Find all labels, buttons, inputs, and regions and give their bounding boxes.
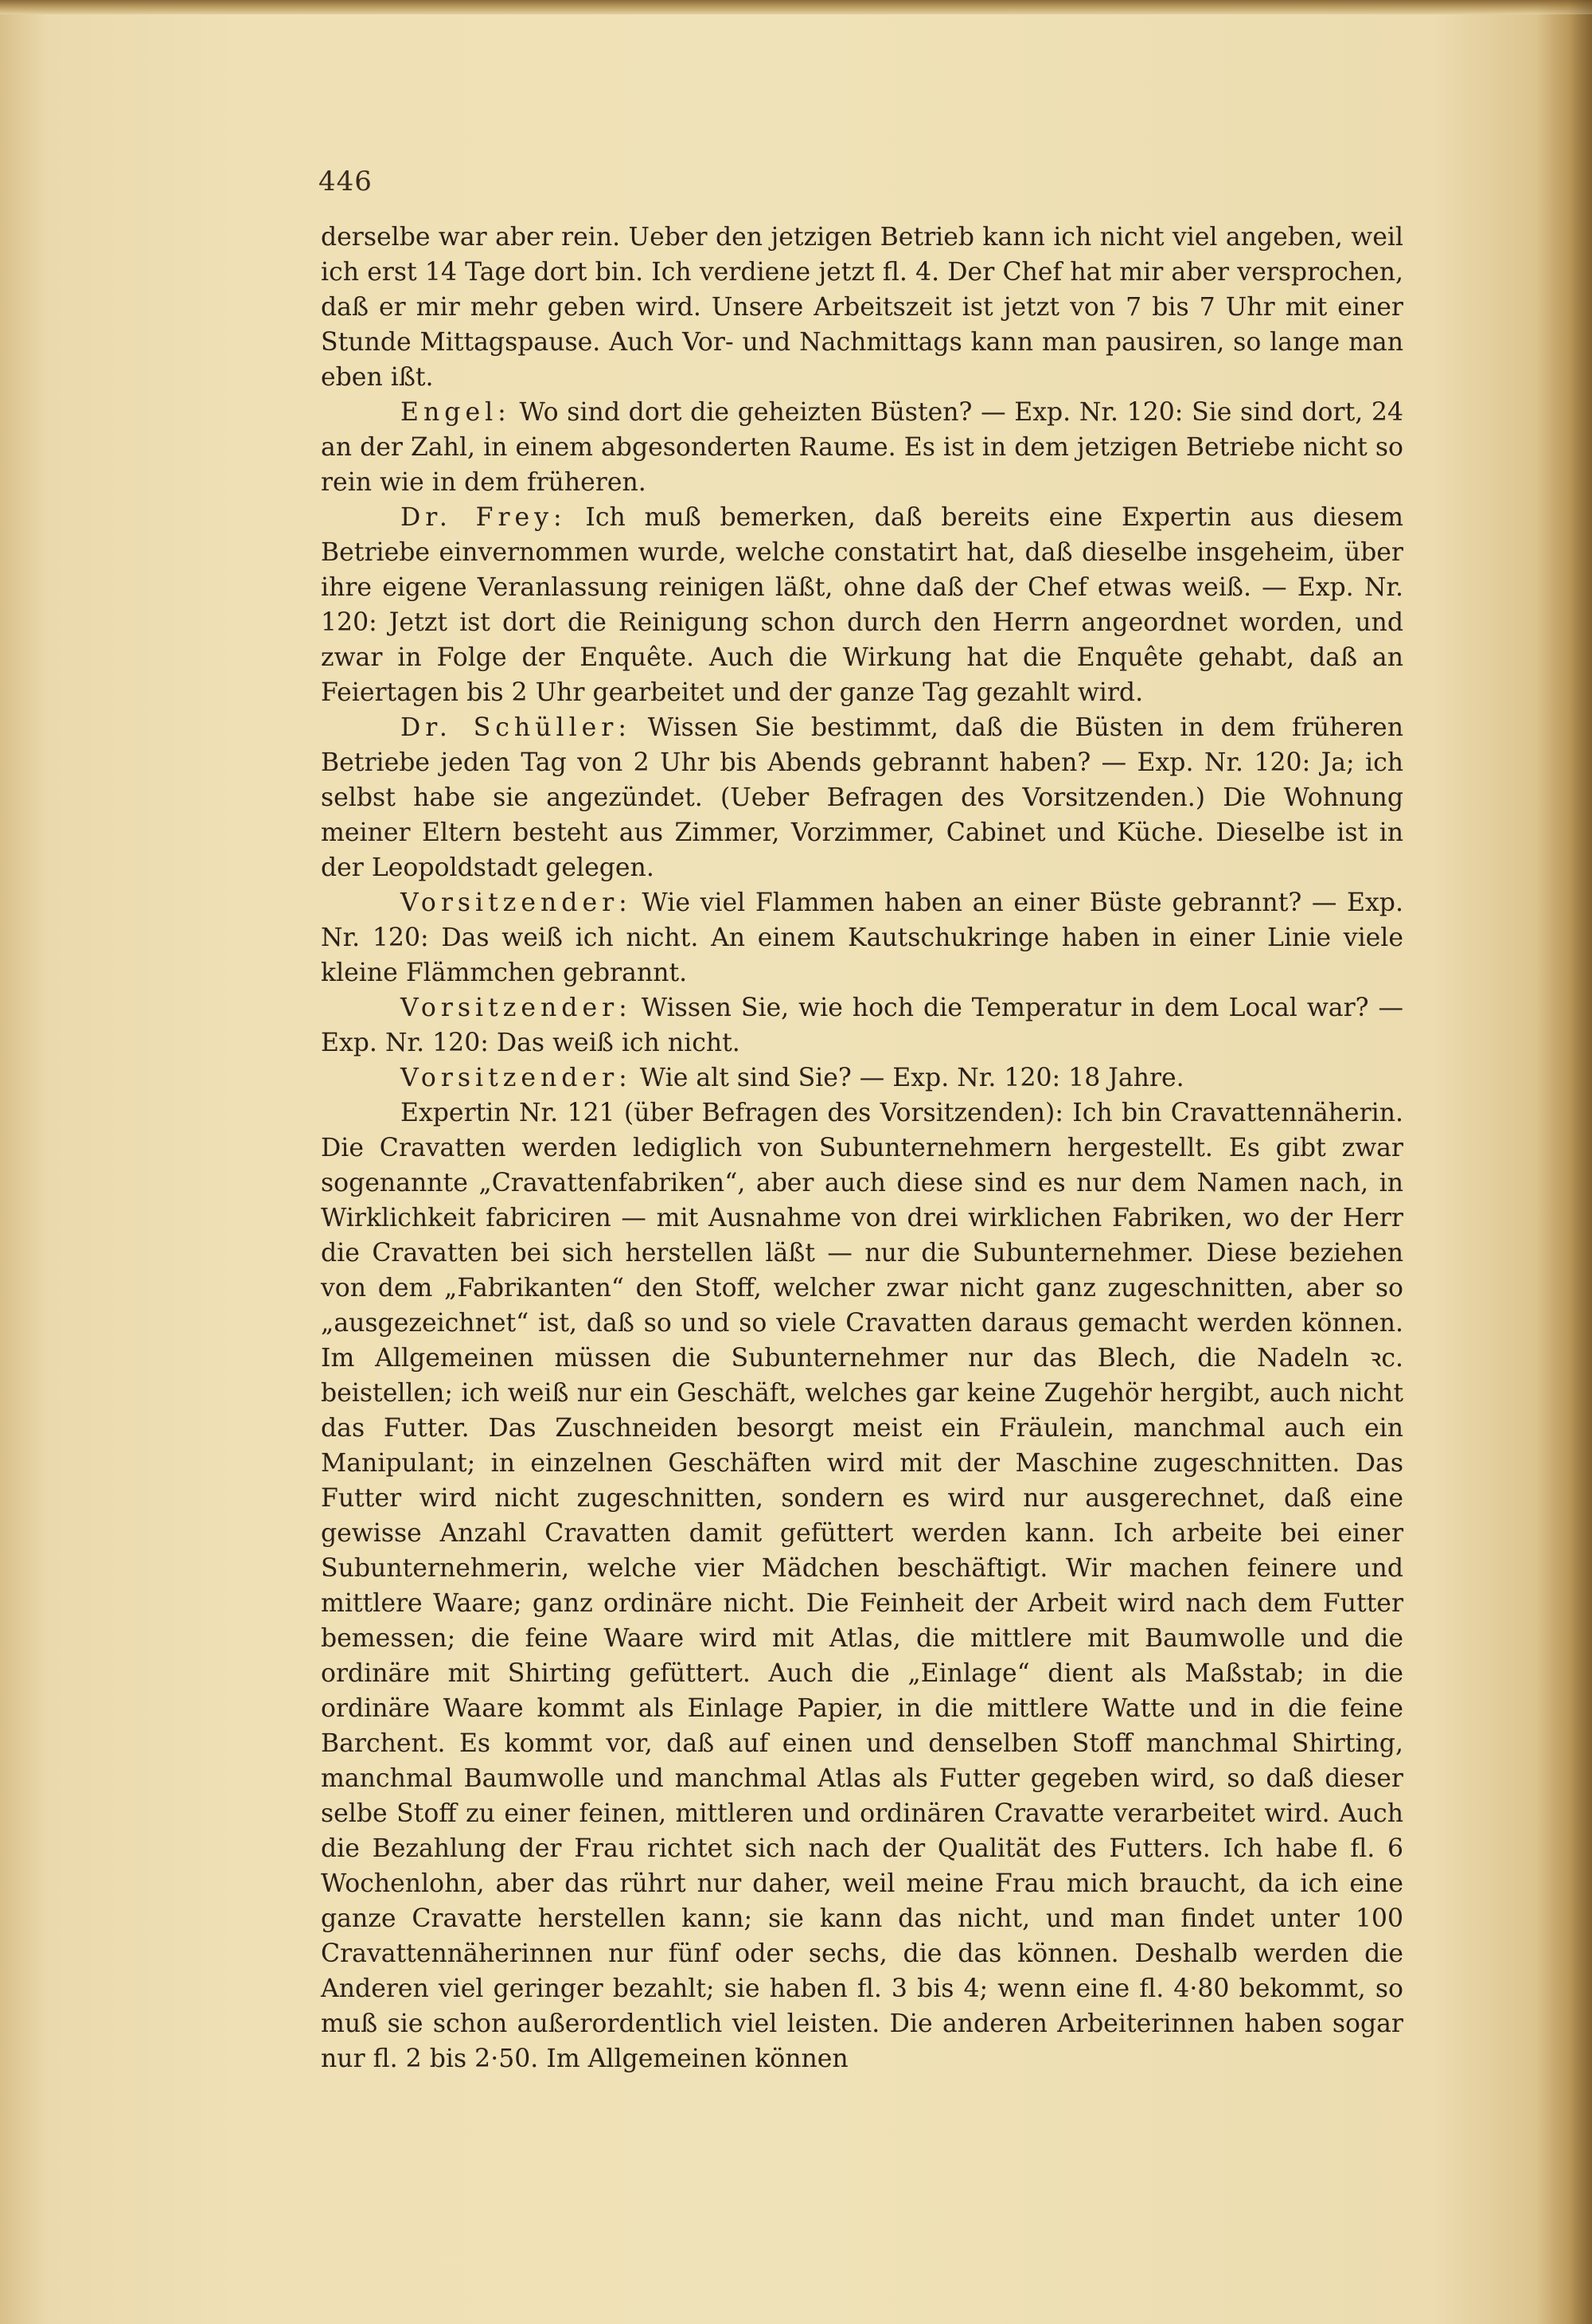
page-binding-shadow <box>1536 0 1592 2324</box>
body-text <box>321 220 1403 2076</box>
paragraph-engel <box>321 395 1403 500</box>
speaker-name: Dr. Frey: <box>400 503 567 532</box>
paragraph-continuation <box>321 220 1403 395</box>
paragraph-vorsitzender-1 <box>321 885 1403 990</box>
page-number: 446 <box>318 166 373 197</box>
paragraph-text: Wie alt sind Sie? — Exp. Nr. 120: 18 Jahre. <box>631 1064 1184 1092</box>
paragraph-text: Ich muß bemerken, daß bereits eine Expertin aus diesem Betriebe einvernommen wurde, welche constatirt hat, daß dieselbe insgeheim, über ihre eigene Veranlassung reinigen läßt, ohne daß der Chef etwas weiß. — Exp. Nr. 120: Jetzt ist dort die Reinigung schon durch den Herrn angeordnet worden, und zwar in Folge der Enquête. Auch die Wirkung hat die Enquête gehabt, daß an Feiertagen bis 2 Uhr gearbeitet und der ganze Tag gezahlt wird. <box>321 503 1404 707</box>
speaker-name: Dr. Schüller: <box>400 713 631 742</box>
paragraph-expertin-121 <box>321 1096 1403 2076</box>
speaker-name: Vorsitzender: <box>400 889 632 917</box>
paragraph-dr-schueller <box>321 710 1403 885</box>
paragraph-vorsitzender-3 <box>321 1060 1403 1096</box>
paragraph-dr-frey <box>321 500 1403 710</box>
page-top-edge <box>0 0 1592 14</box>
paragraph-text: Wo sind dort die geheizten Büsten? — Exp. Nr. 120: Sie sind dort, 24 an der Zahl, in einem abgesonderten Raume. Es ist in dem jetzigen Betriebe nicht so rein wie in dem früheren. <box>321 398 1403 497</box>
speaker-name: Engel: <box>400 398 511 427</box>
speaker-name: Vorsitzender: <box>400 1064 632 1092</box>
paragraph-text: Expertin Nr. 121 (über Befragen des Vorsitzenden): Ich bin Cravattennäherin. Die Cravatten werden lediglich von Subunternehmern hergestellt. Es gibt zwar sogenannte „Cravattenfabriken“, aber auch diese sind es nur dem Namen nach, in Wirklichkeit fabriciren — mit Ausnahme von drei wirklichen Fabriken, wo der Herr die Cravatten bei sich herstellen läßt — nur die Subunternehmer. Diese beziehen von dem „Fabrikanten“ den Stoff, welcher zwar nicht ganz zugeschnitten, aber so „ausgezeichnet“ ist, daß so und so viele Cravatten daraus gemacht werden können. Im Allgemeinen müssen die Subunternehmer nur das Blech, die Nadeln ꝛc. beistellen; ich weiß nur ein Geschäft, welches gar keine Zugehör hergibt, auch nicht das Futter. Das Zuschneiden besorgt meist ein Fräulein, manchmal auch ein Manipulant; in einzelnen Geschäften wird mit der Maschine zugeschnitten. Das Futter wird nicht zugeschnitten, sondern es wird nur ausgerechnet, daß eine gewisse Anzahl Cravatten damit gefüttert werden kann. Ich arbeite bei einer Subunternehmerin, welche vier Mädchen beschäftigt. Wir machen feinere und mittlere Waare; ganz ordinäre nicht. Die Feinheit der Arbeit wird nach dem Futter bemessen; die feine Waare wird mit Atlas, die mittlere mit Baumwolle und die ordinäre mit Shirting gefüttert. Auch die „Einlage“ dient als Maßstab; in die ordinäre Waare kommt als Einlage Papier, in die mittlere Watte und in die feine Barchent. Es kommt vor, daß auf einen und denselben Stoff manchmal Shirting, manchmal Baumwolle und manchmal Atlas als Futter gegeben wird, so daß dieser selbe Stoff zu einer feinen, mittleren und ordinären Cravatte verarbeitet wird. Auch die Bezahlung der Frau richtet sich nach der Qualität des Futters. Ich habe fl. 6 Wochenlohn, aber das rührt nur daher, weil meine Frau mich braucht, da ich eine ganze Cravatte herstellen kann; sie kann das nicht, und man findet unter 100 Cravattennäherinnen nur fünf oder sechs, die das können. Deshalb werden die Anderen viel geringer bezahlt; sie haben fl. 3 bis 4; wenn eine fl. 4·80 bekommt, so muß sie schon außerordentlich viel leisten. Die anderen Arbeiterinnen haben sogar nur fl. 2 bis 2·50. Im Allgemeinen können <box>321 1099 1403 2073</box>
paragraph-text: Wie viel Flammen haben an einer Büste gebrannt? — Exp. Nr. 120: Das weiß ich nicht. An einem Kautschukringe haben in einer Linie viele kleine Flämmchen gebrannt. <box>321 889 1403 987</box>
speaker-name: Vorsitzender: <box>400 994 632 1022</box>
paragraph-vorsitzender-2 <box>321 990 1403 1060</box>
paragraph-text: derselbe war aber rein. Ueber den jetzigen Betrieb kann ich nicht viel angeben, weil ich erst 14 Tage dort bin. Ich verdiene jetzt fl. 4. Der Chef hat mir aber versprochen, daß er mir mehr geben wird. Unsere Arbeitszeit ist jetzt von 7 bis 7 Uhr mit einer Stunde Mittagspause. Auch Vor- und Nachmittags kann man pausiren, so lange man eben ißt. <box>321 223 1403 392</box>
paragraph-text: Wissen Sie, wie hoch die Temperatur in dem Local war? — Exp. Nr. 120: Das weiß ich nicht. <box>321 994 1403 1057</box>
paragraph-text: Wissen Sie bestimmt, daß die Büsten in dem früheren Betriebe jeden Tag von 2 Uhr bis Abends gebrannt haben? — Exp. Nr. 120: Ja; ich selbst habe sie angezündet. (Ueber Befragen des Vorsitzenden.) Die Wohnung meiner Eltern besteht aus Zimmer, Vorzimmer, Cabinet und Küche. Dieselbe ist in der Leopoldstadt gelegen. <box>321 713 1403 882</box>
